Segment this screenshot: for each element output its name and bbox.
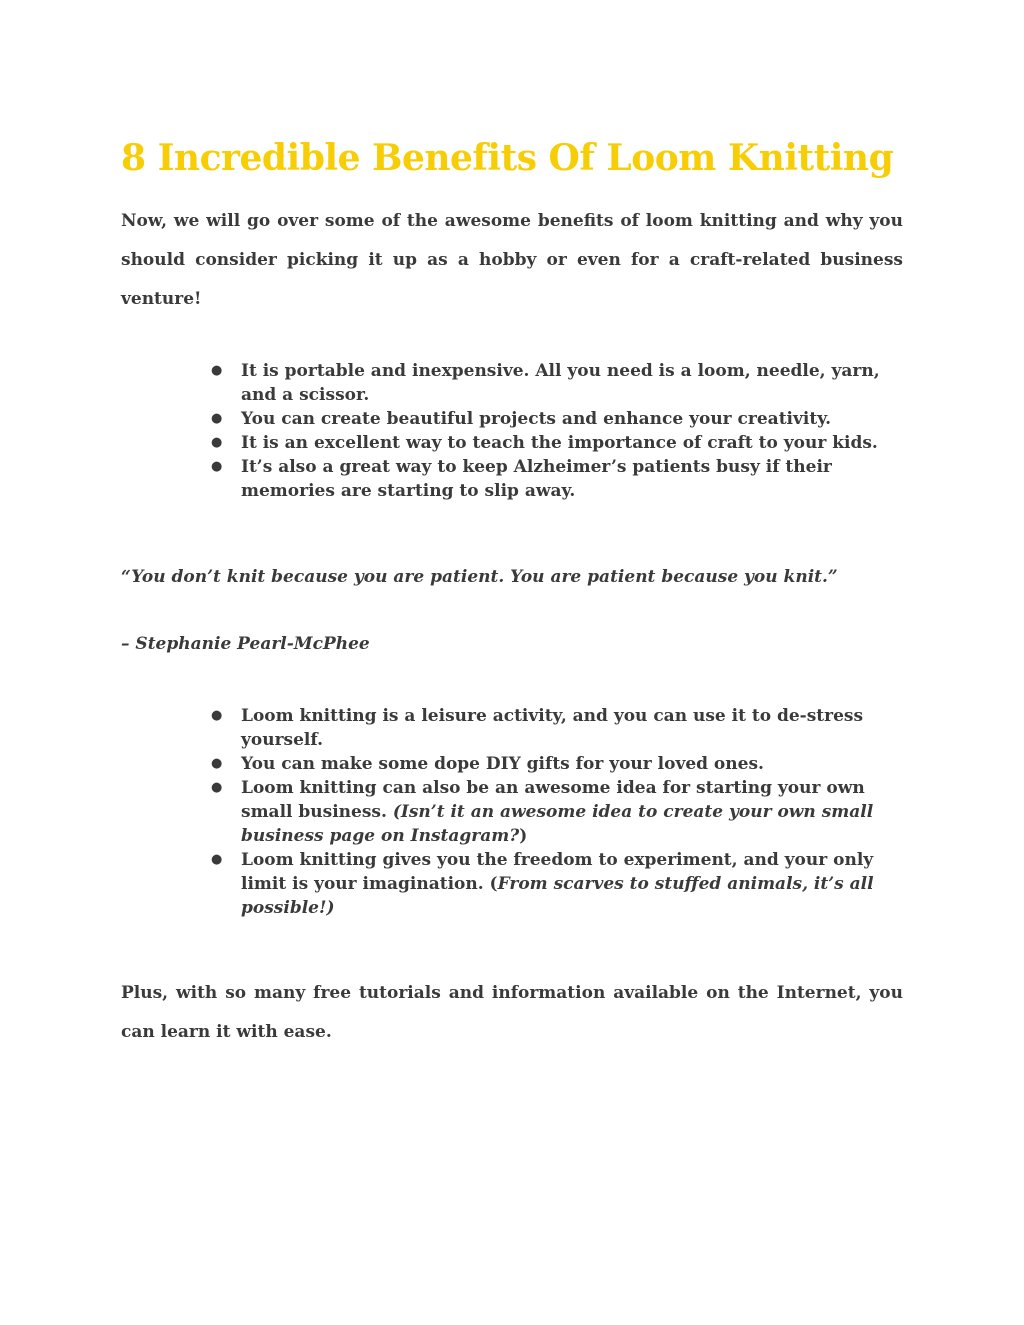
intro-paragraph: Now, we will go over some of the awesome benefits of loom knitting and why you should consider picking it up as a hobby or even for a craft-related business venture! xyxy=(121,211,903,309)
list-item: ● You can make some dope DIY gifts for your loved ones. xyxy=(211,754,764,774)
closing-paragraph: Plus, with so many free tutorials and information available on the Internet, you can learn it with ease. xyxy=(121,983,903,1042)
italic-aside: (Isn’t it an awesome idea to create your own small business page on Instagram? xyxy=(241,802,874,846)
bullet-icon: ● xyxy=(211,708,223,723)
bullet-icon: ● xyxy=(211,756,223,771)
benefits-list-1 xyxy=(121,359,903,503)
benefits-list-2 xyxy=(121,704,903,920)
list-item: ● It’s also a great way to keep Alzheimer’s patients busy if their memories are starting to slip away. xyxy=(211,457,832,501)
list-item: ● Loom knitting gives you the freedom to experiment, and your only limit is your imagination. (From scarves to stuffed animals, it’s all possible!) xyxy=(211,850,874,918)
italic-aside: From scarves to stuffed animals, it’s all possible!) xyxy=(241,874,874,918)
bullet-icon: ● xyxy=(211,852,223,867)
bullet-icon: ● xyxy=(211,411,223,426)
list-item: ● It is an excellent way to teach the importance of craft to your kids. xyxy=(211,433,878,453)
list-item: ● You can create beautiful projects and enhance your creativity. xyxy=(211,409,832,429)
bullet-icon: ● xyxy=(211,435,223,450)
bullet-icon: ● xyxy=(211,780,223,795)
bullet-icon: ● xyxy=(211,459,223,474)
quote: “You don’t knit because you are patient. You are patient because you knit.” xyxy=(121,567,838,587)
quote-author: – Stephanie Pearl-McPhee xyxy=(121,634,370,654)
list-item: ● It is portable and inexpensive. All you need is a loom, needle, yarn, and a scissor. xyxy=(211,361,880,405)
list-item: ● Loom knitting is a leisure activity, and you can use it to de-stress yourself. xyxy=(211,706,864,750)
list-item: ● Loom knitting can also be an awesome idea for starting your own small business. (Isn’t it an awesome idea to create your own small business page on Instagram?) xyxy=(211,778,874,846)
bullet-icon: ● xyxy=(211,363,223,378)
page-title: 8 Incredible Benefits Of Loom Knitting xyxy=(121,137,894,179)
